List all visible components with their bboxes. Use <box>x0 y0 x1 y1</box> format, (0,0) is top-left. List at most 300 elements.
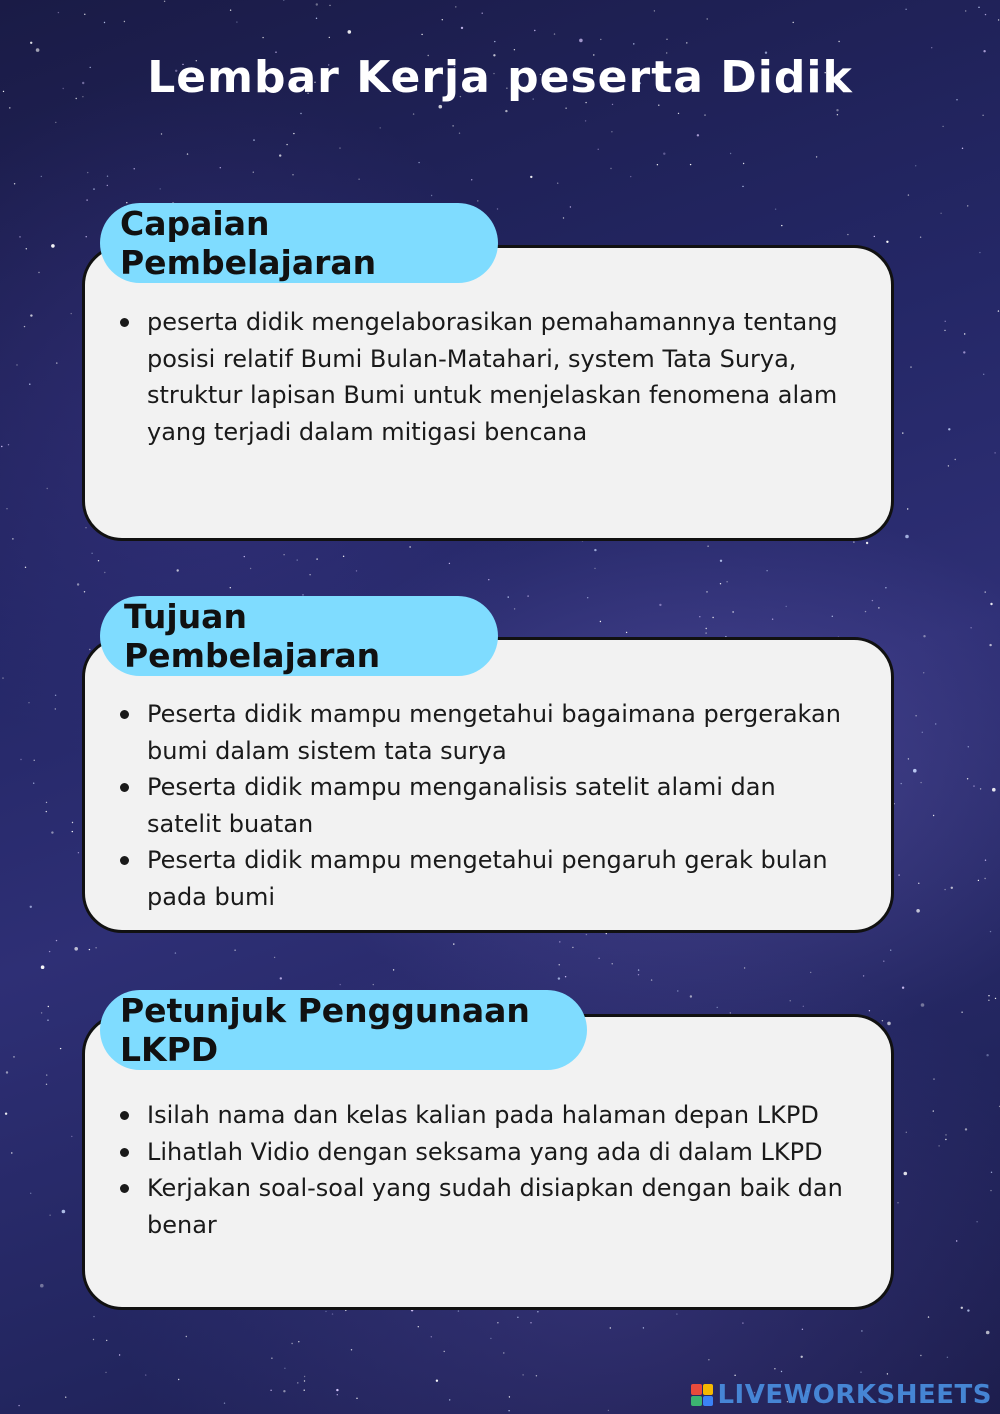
star <box>298 1341 299 1342</box>
star <box>58 12 59 13</box>
star <box>55 122 56 123</box>
star <box>948 428 950 430</box>
star <box>967 205 968 206</box>
star <box>612 963 613 964</box>
star <box>978 7 979 8</box>
list-item: Peserta didik mampu menganalisis satelit alami dan satelit buatan <box>147 769 851 842</box>
star <box>657 164 658 165</box>
star <box>71 313 72 314</box>
star <box>961 1307 963 1309</box>
star <box>8 444 9 445</box>
star <box>559 941 560 942</box>
star <box>274 957 275 958</box>
star <box>71 1136 72 1137</box>
star <box>534 30 535 31</box>
star <box>40 1284 44 1288</box>
capaian-list <box>147 304 851 450</box>
star <box>458 1310 459 1311</box>
star <box>742 186 743 187</box>
star <box>270 1390 271 1391</box>
star <box>337 1394 338 1395</box>
star <box>967 778 968 779</box>
star <box>284 1368 285 1369</box>
star <box>836 109 838 111</box>
petunjuk-heading: Petunjuk Penggunaan LKPD <box>100 990 587 1070</box>
star <box>732 611 733 612</box>
star <box>920 1355 921 1356</box>
star <box>72 822 73 823</box>
star <box>610 1327 611 1328</box>
star <box>220 167 221 168</box>
star <box>41 1012 42 1013</box>
star <box>705 632 706 633</box>
star <box>572 947 573 948</box>
star <box>905 9 906 10</box>
star <box>901 783 902 784</box>
star <box>704 114 705 115</box>
star <box>47 488 48 489</box>
star <box>610 168 611 169</box>
star <box>236 21 237 22</box>
star <box>517 1317 518 1318</box>
star <box>947 1357 948 1358</box>
page-title: Lembar Kerja peserta Didik <box>147 52 853 103</box>
star <box>781 225 782 226</box>
star <box>676 1313 677 1314</box>
star <box>30 1193 31 1194</box>
star <box>940 213 941 214</box>
star <box>863 975 864 976</box>
star <box>6 508 7 509</box>
star <box>49 1215 50 1216</box>
star <box>869 1010 870 1011</box>
star <box>612 104 613 105</box>
star <box>51 244 55 248</box>
star <box>608 1410 609 1411</box>
star <box>606 933 607 934</box>
star <box>413 113 414 114</box>
petunjuk-list <box>147 1097 851 1243</box>
star <box>95 947 96 948</box>
star <box>530 1322 531 1323</box>
star <box>916 909 920 913</box>
star <box>923 635 925 637</box>
star <box>910 366 911 367</box>
star <box>978 880 979 881</box>
star <box>979 252 980 253</box>
star <box>297 1382 298 1383</box>
star <box>297 559 298 560</box>
star <box>938 1145 939 1146</box>
star <box>985 591 986 592</box>
star <box>85 527 86 528</box>
star <box>651 979 652 980</box>
star <box>262 37 263 38</box>
star <box>594 549 596 551</box>
star <box>942 126 943 127</box>
star <box>643 1327 644 1328</box>
star <box>55 708 56 709</box>
star <box>563 217 564 218</box>
star <box>772 619 773 620</box>
star <box>28 702 29 703</box>
star <box>956 1240 957 1241</box>
star <box>887 1373 888 1374</box>
star <box>56 940 57 941</box>
star <box>291 1343 292 1344</box>
star <box>690 164 691 165</box>
star <box>508 1410 509 1411</box>
star <box>160 188 161 189</box>
star <box>781 1371 782 1372</box>
star <box>720 583 721 584</box>
star <box>887 1022 891 1026</box>
star <box>186 1336 187 1337</box>
star <box>931 47 932 48</box>
star <box>224 1403 225 1404</box>
star <box>482 13 483 14</box>
star <box>283 1390 285 1392</box>
star <box>309 574 310 575</box>
star <box>477 200 478 201</box>
star <box>436 1380 438 1382</box>
star <box>790 1000 791 1001</box>
star <box>630 176 631 177</box>
star <box>304 1390 305 1391</box>
star <box>329 5 330 6</box>
star <box>989 644 991 646</box>
star <box>62 1210 66 1214</box>
star <box>300 113 301 114</box>
star <box>178 1379 179 1380</box>
star <box>906 1132 907 1133</box>
capaian-heading: Capaian Pembelajaran <box>100 203 498 283</box>
star <box>105 1372 106 1373</box>
star <box>935 723 936 724</box>
star <box>677 990 678 991</box>
star <box>598 958 599 959</box>
star <box>913 769 917 773</box>
star <box>933 815 934 816</box>
star <box>933 1078 934 1079</box>
tujuan-card <box>82 637 894 933</box>
star <box>444 1351 445 1352</box>
star <box>998 19 999 20</box>
star <box>984 878 985 879</box>
star <box>638 974 639 975</box>
star <box>175 952 176 953</box>
star <box>253 172 254 173</box>
star <box>712 617 713 618</box>
star <box>134 168 135 169</box>
star <box>46 802 47 803</box>
star <box>250 568 251 569</box>
star <box>697 134 699 136</box>
star <box>9 107 10 108</box>
star <box>46 1084 47 1085</box>
star <box>598 149 599 150</box>
star <box>18 1405 19 1406</box>
star <box>717 1007 718 1008</box>
star <box>994 452 995 453</box>
star <box>316 18 317 19</box>
star <box>995 998 996 999</box>
star <box>816 156 817 157</box>
star <box>968 746 969 747</box>
star <box>41 176 42 177</box>
star <box>663 153 665 155</box>
star <box>837 114 838 115</box>
star <box>49 951 50 952</box>
star <box>886 241 888 243</box>
star <box>985 14 986 15</box>
star <box>908 758 909 759</box>
star <box>304 1376 305 1377</box>
star <box>872 600 873 601</box>
star <box>505 110 507 112</box>
star <box>418 1326 419 1327</box>
star <box>292 174 293 175</box>
star <box>20 759 21 760</box>
star <box>380 127 381 128</box>
star <box>990 931 991 932</box>
star <box>24 326 25 327</box>
star <box>775 209 776 210</box>
star <box>459 133 460 134</box>
star <box>336 1389 338 1391</box>
star <box>944 330 945 331</box>
star <box>38 272 39 273</box>
star <box>766 570 767 571</box>
star <box>26 248 27 249</box>
liveworksheets-logo-icon <box>691 1384 713 1406</box>
star <box>418 162 419 163</box>
star <box>980 788 981 789</box>
star <box>471 179 472 180</box>
star <box>907 508 908 509</box>
star <box>230 10 231 11</box>
list-item: Isilah nama dan kelas kalian pada halaman depan LKPD <box>147 1097 851 1134</box>
star <box>455 6 456 7</box>
star <box>449 563 450 564</box>
star <box>965 10 966 11</box>
star <box>600 621 601 622</box>
star <box>734 1375 735 1376</box>
star <box>283 0 284 1</box>
star <box>963 351 965 353</box>
star <box>706 628 707 629</box>
star <box>89 949 90 950</box>
star <box>920 237 921 238</box>
star <box>904 1172 908 1176</box>
star <box>60 1048 61 1049</box>
star <box>920 782 921 783</box>
star <box>93 188 94 189</box>
star <box>944 889 945 890</box>
star <box>918 883 919 884</box>
star <box>945 321 946 322</box>
watermark-text: LIVEWORKSHEETS <box>717 1380 992 1410</box>
star <box>557 183 558 184</box>
star <box>861 1330 862 1331</box>
star <box>774 1368 775 1369</box>
star <box>921 1003 925 1007</box>
star <box>659 604 661 606</box>
star <box>271 1358 272 1359</box>
star <box>990 1190 991 1191</box>
star <box>536 1375 537 1376</box>
star <box>107 176 108 177</box>
star <box>177 569 179 571</box>
star <box>965 1128 967 1130</box>
star <box>1 446 2 447</box>
star <box>908 194 909 195</box>
star <box>494 41 495 42</box>
star <box>587 597 588 598</box>
star <box>707 18 708 19</box>
star <box>866 542 868 544</box>
star <box>51 831 53 833</box>
star <box>890 950 891 951</box>
star <box>585 120 586 121</box>
star <box>12 538 13 539</box>
tujuan-heading: Tujuan Pembelajaran <box>100 596 498 676</box>
star <box>898 874 899 875</box>
star <box>706 591 707 592</box>
list-item: Peserta didik mampu mengetahui bagaimana pergerakan bumi dalam sistem tata surya <box>147 696 851 769</box>
star <box>537 1311 538 1312</box>
star <box>985 860 986 861</box>
star <box>802 1329 803 1330</box>
liveworksheets-watermark <box>691 1380 992 1410</box>
star <box>638 969 639 970</box>
star <box>356 570 357 571</box>
star <box>431 1336 432 1337</box>
star <box>951 887 953 889</box>
star <box>976 1221 977 1222</box>
star <box>490 1338 491 1339</box>
star <box>86 199 87 200</box>
star <box>992 788 996 792</box>
star <box>34 760 35 761</box>
star <box>253 139 254 140</box>
star <box>838 41 839 42</box>
star <box>29 384 30 385</box>
star <box>283 554 284 555</box>
star <box>527 595 528 596</box>
star <box>998 310 999 311</box>
star <box>13 1056 14 1057</box>
star <box>329 37 330 38</box>
star <box>986 1054 988 1056</box>
star <box>860 1372 861 1373</box>
star <box>923 672 924 673</box>
star <box>84 591 85 592</box>
star <box>56 362 57 363</box>
star <box>421 34 422 35</box>
star <box>743 163 744 164</box>
star <box>902 987 904 989</box>
star <box>14 183 15 184</box>
star <box>915 715 916 716</box>
star <box>46 1074 47 1075</box>
star <box>74 947 78 951</box>
star <box>945 1139 946 1140</box>
star <box>348 30 352 34</box>
star <box>286 144 287 145</box>
star <box>244 556 245 557</box>
star <box>230 587 231 588</box>
star <box>93 1339 94 1340</box>
star <box>442 19 443 20</box>
star <box>356 1398 357 1399</box>
star <box>874 236 875 237</box>
star <box>955 459 956 460</box>
star <box>962 148 963 149</box>
star <box>104 22 105 23</box>
star <box>293 133 294 134</box>
star <box>690 995 692 997</box>
star <box>48 1006 49 1007</box>
star <box>565 108 566 109</box>
star <box>104 572 105 573</box>
star <box>497 208 498 209</box>
star <box>279 154 281 156</box>
star <box>988 995 989 996</box>
star <box>970 627 971 628</box>
star <box>948 465 949 466</box>
star <box>707 546 708 547</box>
star <box>742 1322 743 1323</box>
star <box>530 176 532 178</box>
star <box>514 49 515 50</box>
star <box>803 1006 804 1007</box>
star <box>339 147 340 148</box>
star <box>453 943 454 944</box>
star <box>983 374 984 375</box>
star <box>87 172 88 173</box>
star <box>883 961 884 962</box>
star <box>30 42 32 44</box>
star <box>559 964 560 965</box>
star <box>726 581 727 582</box>
star <box>853 541 854 542</box>
star <box>6 1071 8 1073</box>
star <box>145 1374 146 1375</box>
star <box>106 1340 107 1341</box>
star <box>119 1354 120 1355</box>
star <box>316 558 317 559</box>
star <box>885 587 886 588</box>
star <box>600 39 601 40</box>
star <box>280 977 282 979</box>
star <box>2 677 3 678</box>
star <box>16 364 17 365</box>
star <box>332 1313 333 1314</box>
star <box>626 632 627 633</box>
star <box>897 1202 898 1203</box>
star <box>961 1012 962 1013</box>
star <box>786 606 787 607</box>
star <box>570 206 571 207</box>
star <box>46 811 47 812</box>
star <box>611 131 612 132</box>
star <box>686 42 687 43</box>
star <box>508 596 509 597</box>
list-item: Kerjakan soal-soal yang sudah disiapkan dengan baik dan benar <box>147 1170 851 1243</box>
star <box>164 1 165 2</box>
star <box>65 1397 66 1398</box>
